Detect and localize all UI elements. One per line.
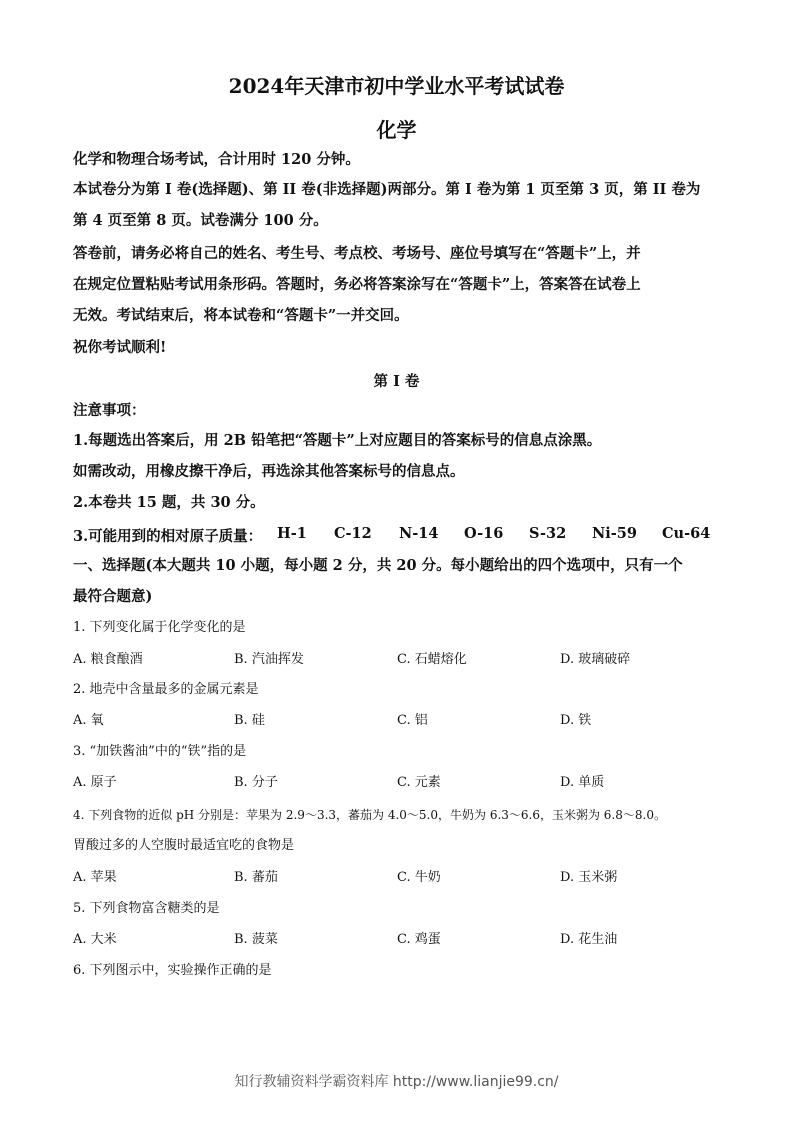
answer-option: D. 单质 [560,775,605,790]
subject-title: 化学 [376,118,417,142]
question-stem: 3. “加铁酱油”中的“铁”指的是 [73,744,247,759]
intro-line: 本试卷分为第 I 卷(选择题)、第 II 卷(非选择题)两部分。第 I 卷为第 1 页至第 3 页，第 II 卷为 [73,181,701,198]
answer-option: D. 花生油 [560,932,618,947]
atomic-mass-item: S-32 [529,525,567,542]
answer-option: C. 铝 [397,713,428,728]
answer-option: B. 硅 [234,713,265,728]
answer-option: C. 元素 [397,775,441,790]
answer-option: D. 玻璃破碎 [560,652,631,667]
answer-option: A. 苹果 [73,870,117,885]
answer-option: B. 汽油挥发 [234,652,304,667]
atomic-mass-item: H-1 [277,525,307,542]
answer-option: A. 粮食酿酒 [73,652,143,667]
atomic-mass-label: 3.可能用到的相对原子质量： [73,528,263,545]
part-one-heading: 一、选择题(本大题共 10 小题，每小题 2 分，共 20 分。每小题给出的四个选项中，只有一个 [73,557,683,574]
section-title: 第 I 卷 [373,373,420,390]
note-line: 2.本卷共 15 题，共 30 分。 [73,494,265,511]
question-stem: 2. 地壳中含量最多的金属元素是 [73,682,259,697]
notes-heading: 注意事项： [73,402,146,419]
note-line: 如需改动，用橡皮擦干净后，再选涂其他答案标号的信息点。 [73,463,465,480]
exam-title: 2024年天津市初中学业水平考试试卷 [228,74,565,98]
answer-option: B. 菠菜 [234,932,278,947]
atomic-mass-item: C-12 [334,525,372,542]
note-line: 1.每题选出答案后，用 2B 铅笔把“答题卡”上对应题目的答案标号的信息点涂黑。 [73,432,602,449]
answer-option: A. 大米 [73,932,117,947]
intro-line: 第 4 页至第 8 页。试卷满分 100 分。 [73,212,328,229]
question-stem: 胃酸过多的人空腹时最适宜吃的食物是 [73,838,295,853]
intro-line: 答卷前，请务必将自己的姓名、考生号、考点校、考场号、座位号填写在“答题卡”上，并 [73,245,641,262]
question-stem: 4. 下列食物的近似 pH 分别是：苹果为 2.9～3.3，蕃茄为 4.0～5.0，牛奶为 6.3～6.6，玉米粥为 6.8～8.0。 [73,808,666,822]
answer-option: B. 蕃茄 [234,870,278,885]
atomic-mass-item: N-14 [399,525,439,542]
answer-option: D. 玉米粥 [560,870,618,885]
intro-line: 化学和物理合场考试，合计用时 120 分钟。 [73,151,360,168]
atomic-mass-item: Cu-64 [662,525,711,542]
question-stem: 5. 下列食物富含糖类的是 [73,901,220,916]
intro-line: 在规定位置粘贴考试用条形码。答题时，务必将答案涂写在“答题卡”上，答案答在试卷上 [73,276,641,293]
atomic-mass-item: O-16 [464,525,504,542]
intro-line: 祝你考试顺利! [73,339,167,356]
question-stem: 6. 下列图示中，实验操作正确的是 [73,963,272,978]
part-one-heading: 最符合题意) [73,588,153,605]
answer-option: C. 鸡蛋 [397,932,441,947]
answer-option: A. 原子 [73,775,117,790]
footer-watermark: 知行教辅资料学霸资料库 http://www.lianjie99.cn/ [234,1074,559,1090]
atomic-mass-item: Ni-59 [592,525,637,542]
intro-line: 无效。考试结束后，将本试卷和“答题卡”一并交回。 [73,307,409,324]
answer-option: B. 分子 [234,775,278,790]
question-stem: 1. 下列变化属于化学变化的是 [73,620,246,635]
answer-option: D. 铁 [560,713,592,728]
answer-option: A. 氧 [73,713,104,728]
answer-option: C. 牛奶 [397,870,441,885]
answer-option: C. 石蜡熔化 [397,652,467,667]
